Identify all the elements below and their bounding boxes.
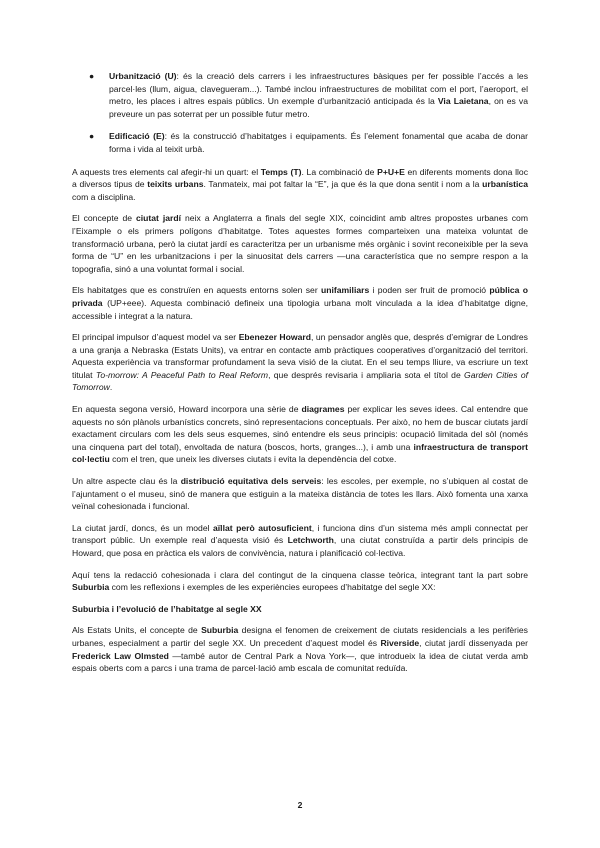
paragraph-intro-suburbia: Aquí tens la redacció cohesionada i clara del contingut de la cinquena classe teòrica, integrant tant la part sobre Suburbia com les reflexions i exemples de les experiències europees d’habitatge del segle XX: [72, 569, 528, 593]
document-page [72, 70, 528, 684]
bullet-urbanitzacio: ● Urbanització (U): és la creació dels carrers i les infraestructures bàsiques per fer possible l’accés a les parcel·les (llum, aigua, clavegueram...). També inclou infraestructures de mobilitat com el port, l’aeroport, el metro, les places i altres espais públics. Un exemple d’urbanització anticipada és la Via Laietana, on es va preveure un pas soterrat per un possible futur metro. [89, 71, 528, 119]
paragraph-habitatges: Els habitatges que es construïen en aquests entorns solen ser unifamiliars i poden ser fruit de promoció pública o privada (UP+eee). Aquesta combinació defineix una tipologia urbana molt vinculada a la idea d’habitatge digne, accessible i integrat a la natura. [72, 285, 528, 321]
term: Urbanització (U) [109, 71, 177, 81]
paragraph-letchworth: La ciutat jardí, doncs, és un model aïllat però autosuficient, i funciona dins d’un sistema més ampli connectat per transport públic. Un exemple real d’aquesta visió és Letchworth, una ciutat construïda a partir dels principis de Howard, que posa en pràctica els valors de convivència, natura i planificació col·lectiva. [72, 522, 528, 558]
paragraph-diagrames: En aquesta segona versió, Howard incorpora una sèrie de diagrames per explicar les seves idees. Cal entendre que aquests no són plànols urbanístics concrets, sinó representacions conceptuals. Per això, no hem de buscar ciutats jardí exactament circulars com les dels seus esquemes, sinó entendre els seus principis: ocupació limitada del sòl (només una cinquena part del total), envoltada de natura (boscos, horts, granges...), i amb una infraestructura de transport col·lectiu com el tren, que uneix les diverses ciutats i evita la dependència del cotxe. [72, 404, 528, 465]
bullet-edificacio: ● Edificació (E): és la construcció d’habitatges i equipaments. És l’element fonamental que acaba de donar forma i vida al teixit urbà. [89, 131, 529, 154]
paragraph-serveis: Un altre aspecte clau és la distribució equitativa dels serveis: les escoles, per exemple, no s’ubiquen al costat de l’ajuntament o el museu, sinó de manera que estiguin a la mateixa distància de totes les llars. Això fomenta una xarxa veïnal cohesionada i funcional. [72, 476, 528, 512]
paragraph-temps: A aquests tres elements cal afegir-hi un quart: el Temps (T). La combinació de P+U+E en diferents moments dona lloc a diversos tipus de teixits urbans. Tanmateix, mai pot faltar la “E”, ja que és la que dona sentit i nom a la urbanística com a disciplina. [72, 166, 529, 202]
term: Edificació (E) [109, 131, 165, 142]
paragraph-ciutat-jardi: El concepte de ciutat jardí neix a Anglaterra a finals del segle XIX, coincidint amb altres propostes urbanes com l’Eixample o els primers polígons d’habitatge. Totes aquestes formes comparteixen una mateixa voluntat de transformació urbana, però la ciutat jardí es caracteritza per un urbanisme més orgànic i sovint reconeixible per la seva forma de “U” en les urbanitzacions i per la sinuositat dels carrers —una característica que no sempre respon a la topografia, sinó a una voluntat formal i social. [72, 213, 528, 274]
paragraph-howard: El principal impulsor d’aquest model va ser Ebenezer Howard, un pensador anglès que, després d’emigrar de Londres a una granja a Nebraska (Estats Units), va entrar en contacte amb pràctiques cooperatives d’organització del territori. Aquesta experiència va transformar profundament la seva visió de la ciutat. En el seu temps lliure, va escriure un text titulat To-morrow: A Peaceful Path to Real Reform, que després revisaria i ampliaria sota el títol de Garden Cities of Tomorrow. [72, 332, 528, 393]
bullet-dot-icon: ● [89, 131, 95, 142]
bullet-list [72, 70, 528, 156]
paragraph-suburbia: Als Estats Units, el concepte de Suburbia designa el fenomen de creixement de ciutats residencials a les perifèries urbanes, especialment a partir del segle XX. Un precedent d’aquest model és Riverside, ciutat jardí dissenyada per Frederick Law Olmsted —també autor de Central Park a Nova York—, que introdueix la idea de ciutat verda amb espais oberts com a parcs i una trama de parcel·lació amb escala de comunitat reduïda. [72, 625, 528, 674]
section-heading: Suburbia i l’evolució de l’habitatge al segle XX [72, 603, 262, 614]
page-number: 2 [297, 800, 303, 810]
bullet-dot-icon: ● [89, 71, 95, 81]
